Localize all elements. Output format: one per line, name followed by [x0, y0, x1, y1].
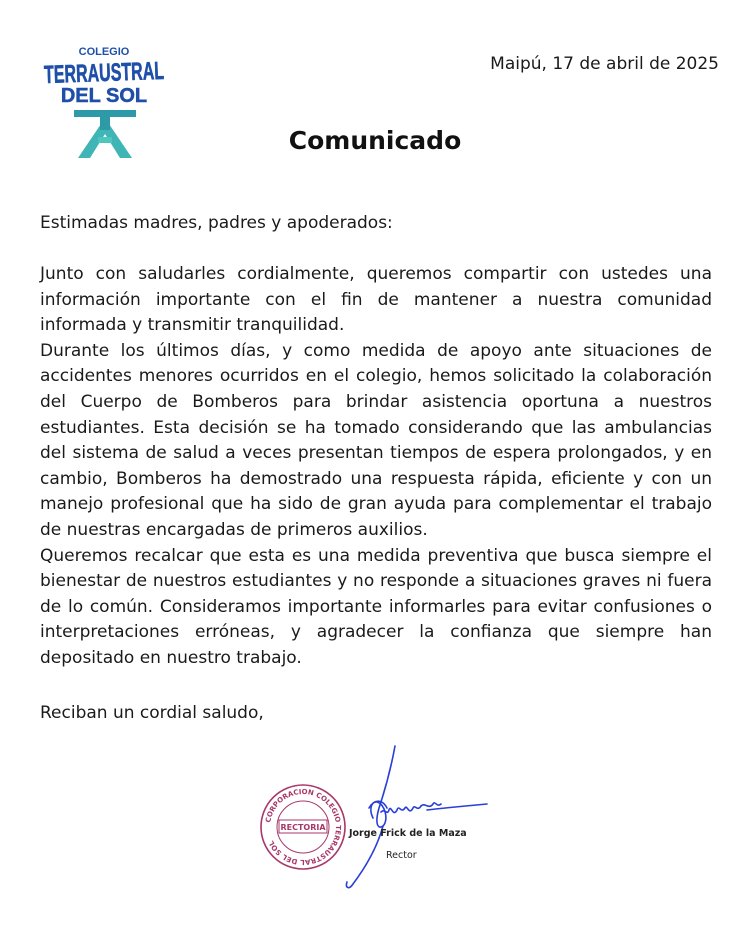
paragraph: Durante los últimos días, y como medida de apoyo ante situaciones de accidentes menores ocurridos en el colegio, hemos solicitado la colaboración del Cuerpo de Bomberos para brindar asistencia oportuna a nuestros estudiantes. Esta decisión se ha tomado considerando que las ambulancias del sistema de salud a veces presentan tiempos de espera prolongados, y en cambio, Bomberos ha demostrado una respuesta rápida, eficiente y con un manejo profesional que ha sido de gran ayuda para complementar el trabajo de nuestras encargadas de primeros auxilios. — [40, 340, 712, 540]
svg-text:CORPORACION COLEGIO TERRAUSTRA: CORPORACION COLEGIO TERRAUSTRAL DEL SOL — [264, 787, 343, 867]
letter-date: Maipú, 17 de abril de 2025 — [490, 54, 719, 74]
svg-text:TERRAUSTRAL: TERRAUSTRAL — [43, 54, 232, 90]
closing-line: Reciban un cordial saludo, — [40, 703, 264, 723]
signer-role: Rector — [386, 850, 417, 861]
handwritten-signature — [325, 738, 500, 893]
svg-text:DEL SOL: DEL SOL — [60, 85, 148, 107]
page-title: Comunicado — [288, 126, 462, 155]
paragraph: Junto con saludarles cordialmente, queremos compartir con ustedes una información importante con el fin de mantener a nuestra comunidad informada y transmitir tranquilidad. — [40, 264, 712, 336]
svg-text:COLEGIO: COLEGIO — [78, 46, 130, 58]
greeting: Estimadas madres, padres y apoderados: — [40, 213, 393, 233]
signer-name: Jorge Frick de la Maza — [349, 828, 467, 839]
letter-body — [40, 262, 712, 672]
svg-text:RECTORIA: RECTORIA — [280, 823, 326, 832]
paragraph: Queremos recalcar que esta es una medida preventiva que busca siempre el bienestar de nuestros estudiantes y no responde a situaciones graves ni fuera de lo común. Consideramos importante informarles para evitar confusiones o interpretaciones erróneas, y agradecer la confianza que siempre han depositado en nuestro trabajo. — [40, 545, 712, 668]
